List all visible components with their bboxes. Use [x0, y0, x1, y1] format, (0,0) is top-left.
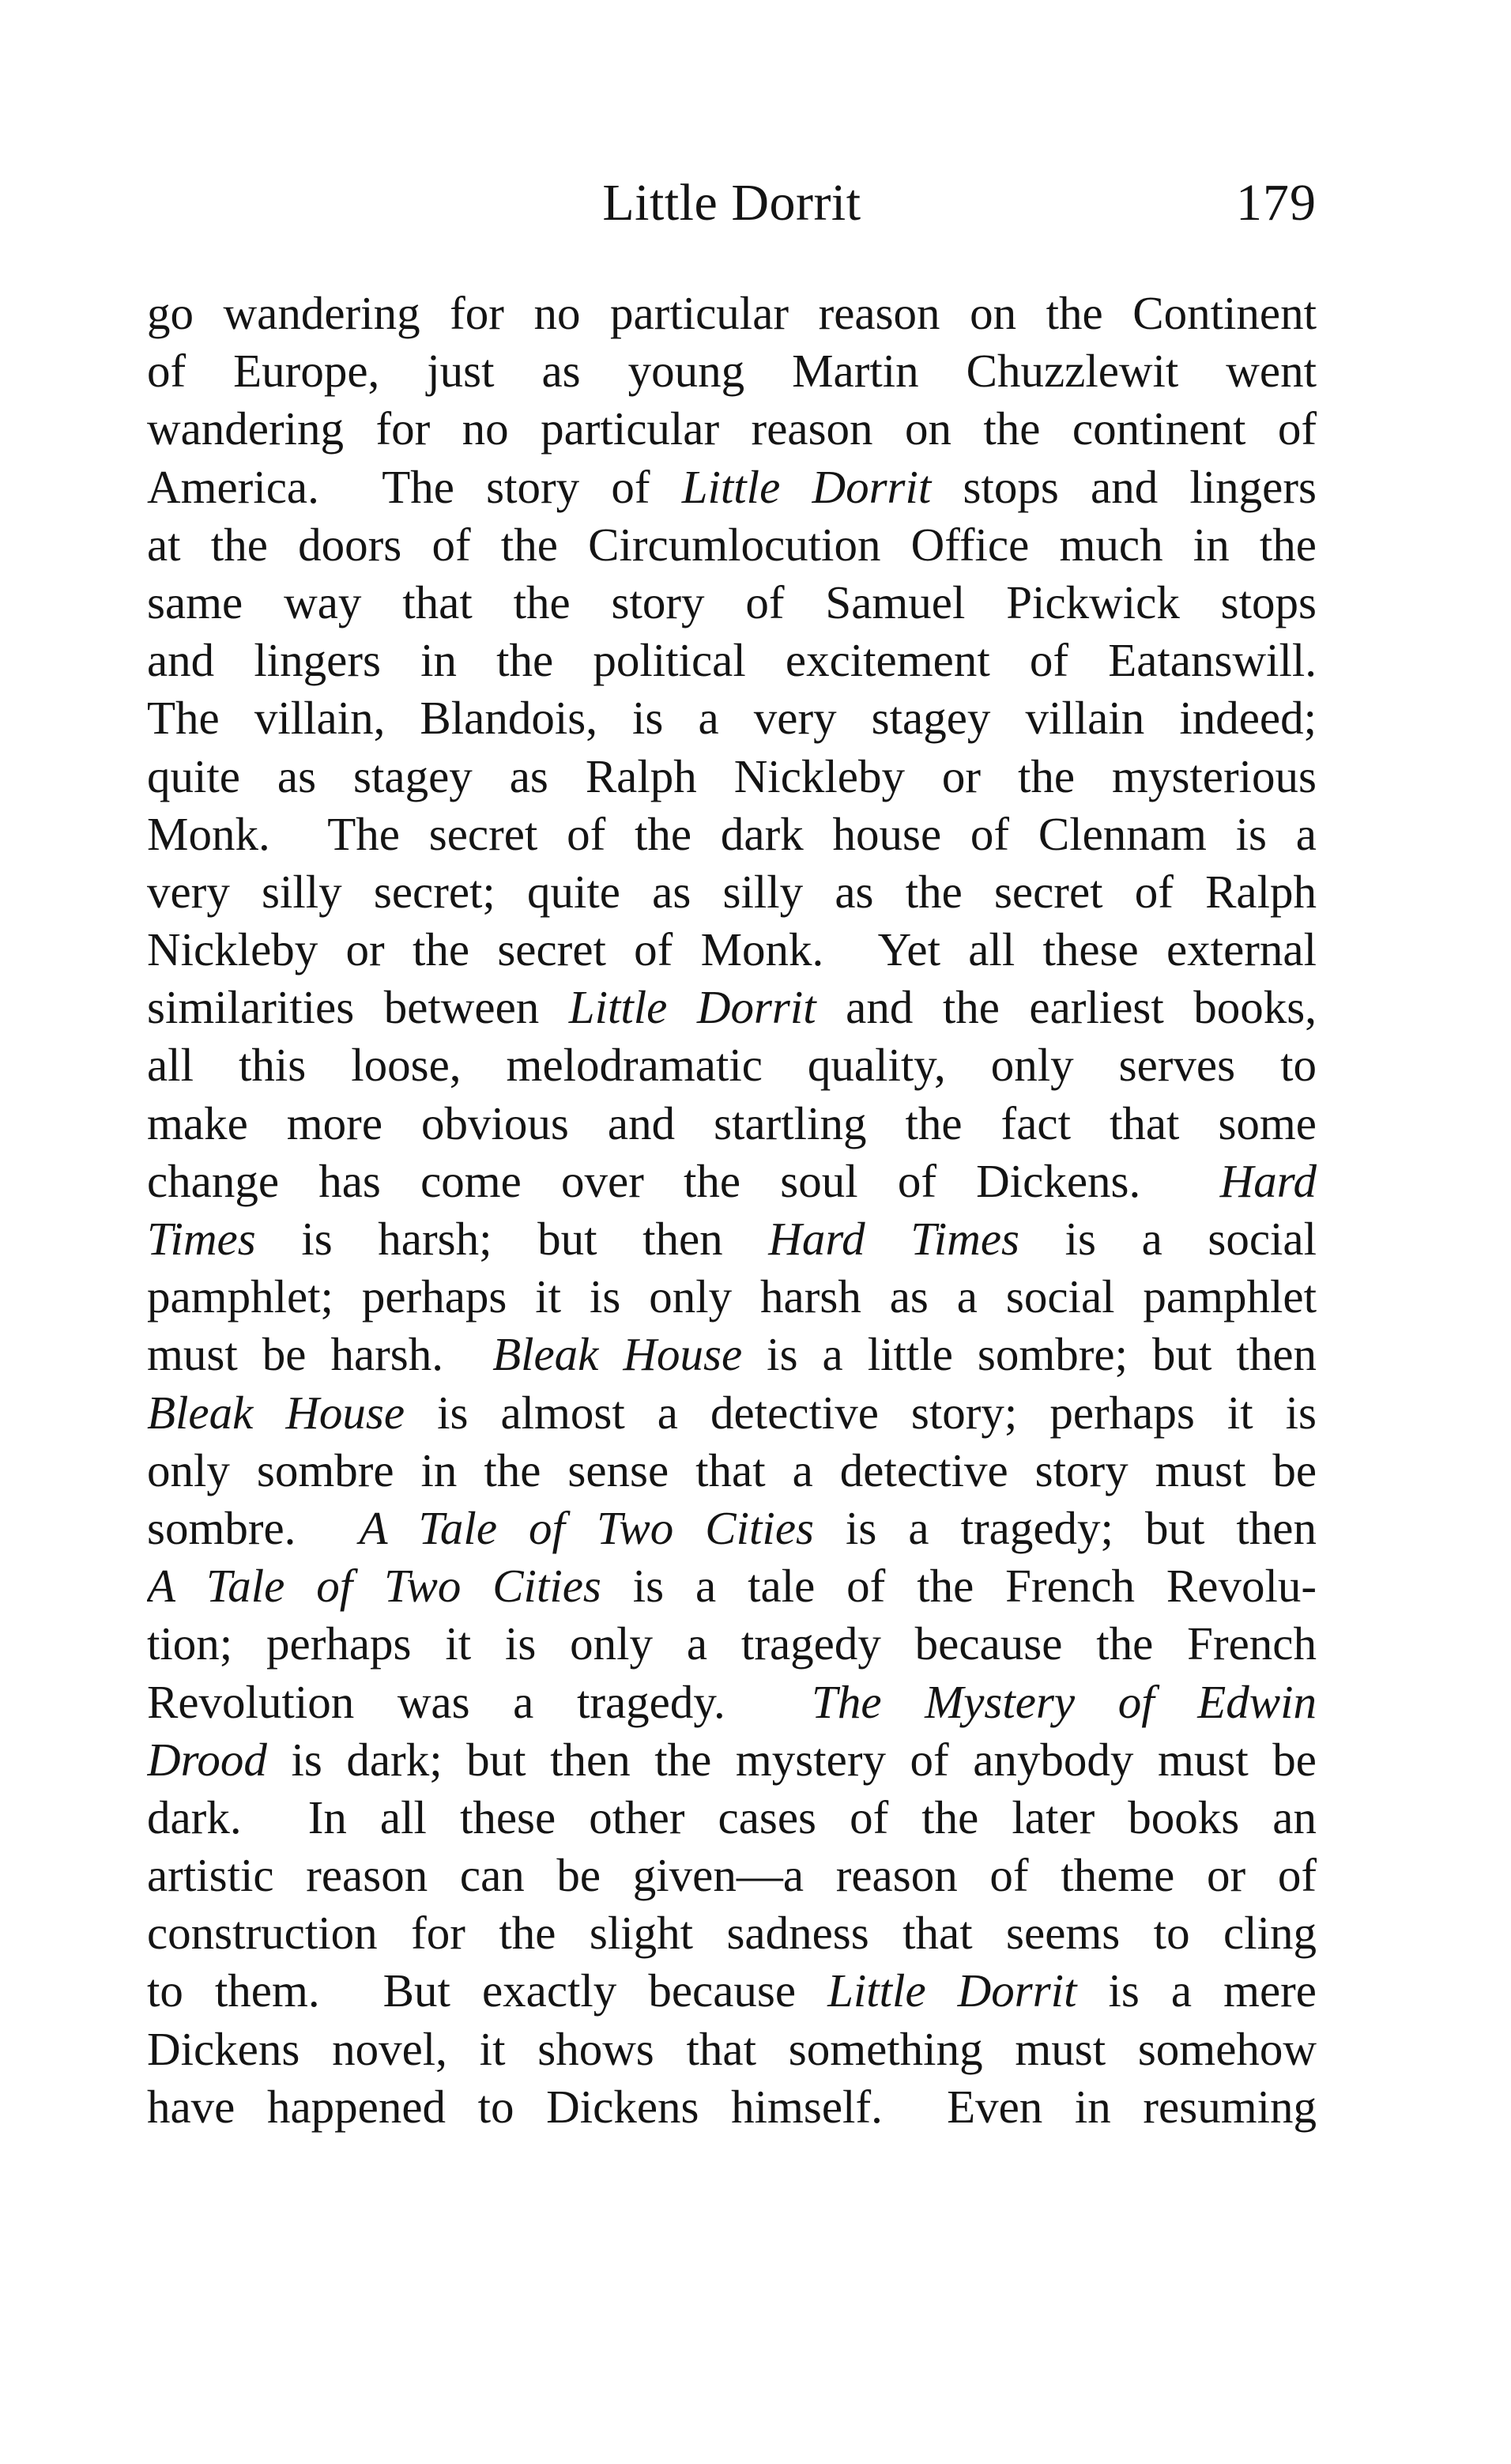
- text-run: change has come over the soul of Dickens.: [147, 1154, 1220, 1207]
- text-run: America. The story of: [147, 460, 682, 513]
- text-line: [147, 1153, 1317, 1210]
- text-run: wandering for no particular reason on the continent of: [147, 402, 1317, 455]
- text-line: [147, 1962, 1317, 2020]
- italic-title-text: Bleak House: [492, 1328, 743, 1381]
- text-line: [147, 2078, 1317, 2136]
- italic-title-text: Times: [147, 1213, 256, 1265]
- text-run: is a tragedy; but then: [813, 1501, 1317, 1554]
- text-run: Monk. The secret of the dark house of Clennam is a: [147, 807, 1317, 860]
- text-run: The villain, Blandois, is a very stagey villain indeed;: [147, 692, 1317, 745]
- italic-title-text: A Tale of Two Cities: [359, 1501, 814, 1554]
- text-line: [147, 1731, 1317, 1789]
- text-run: Dickens novel, it shows that something must somehow: [147, 2022, 1317, 2075]
- text-line: [147, 458, 1317, 516]
- text-run: quite as stagey as Ralph Nickleby or the mysterious: [147, 749, 1317, 802]
- text-run: all this loose, melodramatic quality, only serves to: [147, 1039, 1317, 1092]
- text-line: [147, 1615, 1317, 1673]
- text-line: [147, 342, 1317, 400]
- text-run: is a mere: [1076, 1964, 1317, 2017]
- text-run: is a social: [1019, 1213, 1317, 1265]
- text-run: same way that the story of Samuel Pickwick stops: [147, 575, 1317, 628]
- text-run: similarities between: [147, 981, 569, 1034]
- text-run: construction for the slight sadness that seems to cling: [147, 1907, 1317, 1960]
- text-line: [147, 1904, 1317, 1962]
- text-line: [147, 806, 1317, 863]
- text-run: of Europe, just as young Martin Chuzzlewit went: [147, 345, 1317, 398]
- text-run: make more obvious and startling the fact that some: [147, 1096, 1317, 1149]
- text-line: [147, 1442, 1317, 1500]
- text-line: [147, 400, 1317, 458]
- text-line: [147, 574, 1317, 632]
- text-line: [147, 1268, 1317, 1326]
- italic-title-text: Hard Times: [768, 1213, 1019, 1265]
- text-line: [147, 979, 1317, 1036]
- italic-title-text: Little Dorrit: [568, 981, 816, 1034]
- italic-title-text: Little Dorrit: [827, 1964, 1077, 2017]
- text-line: [147, 921, 1317, 979]
- body-paragraph: [147, 285, 1317, 2136]
- italic-title-text: Little Dorrit: [681, 460, 932, 513]
- text-run: Revolution was a tragedy.: [147, 1675, 812, 1728]
- italic-title-text: A Tale of Two Cities: [147, 1560, 601, 1613]
- text-line: [147, 1789, 1317, 1847]
- text-run: to them. But exactly because: [147, 1964, 828, 2017]
- text-line: [147, 1095, 1317, 1153]
- text-run: stops and lingers: [931, 460, 1317, 513]
- text-run: only sombre in the sense that a detective story must be: [147, 1443, 1317, 1496]
- text-line: [147, 285, 1317, 342]
- text-line: [147, 1384, 1317, 1442]
- text-run: very silly secret; quite as silly as the secret of Ralph: [147, 865, 1317, 918]
- text-run: at the doors of the Circumlocution Office much in the: [147, 518, 1317, 571]
- text-line: [147, 2021, 1317, 2078]
- text-line: [147, 1210, 1317, 1268]
- text-run: tion; perhaps it is only a tragedy because the French: [147, 1617, 1317, 1670]
- text-run: go wandering for no particular reason on the Continent: [147, 287, 1317, 339]
- text-run: is a little sombre; but then: [742, 1328, 1317, 1381]
- text-run: must be harsh.: [147, 1328, 493, 1381]
- italic-title-text: The Mystery of Edwin: [812, 1675, 1317, 1728]
- text-line: [147, 1847, 1317, 1904]
- text-run: is a tale of the French Revolu-: [601, 1560, 1317, 1613]
- text-line: [147, 1036, 1317, 1094]
- text-run: and lingers in the political excitement of Eatanswill.: [147, 634, 1317, 687]
- text-line: [147, 689, 1317, 747]
- running-head: [147, 168, 1317, 239]
- text-line: [147, 1500, 1317, 1557]
- text-run: pamphlet; perhaps it is only harsh as a social pamphlet: [147, 1270, 1317, 1323]
- text-run: is almost a detective story; perhaps it is: [405, 1386, 1317, 1439]
- text-run: is harsh; but then: [255, 1213, 769, 1265]
- text-line: [147, 632, 1317, 689]
- italic-title-text: Hard: [1219, 1154, 1317, 1207]
- text-run: is dark; but then the mystery of anybody must be: [266, 1733, 1317, 1786]
- page-number: 179: [1236, 174, 1317, 232]
- text-line: [147, 748, 1317, 806]
- italic-title-text: Drood: [147, 1733, 267, 1786]
- text-run: and the earliest books,: [816, 981, 1317, 1034]
- italic-title-text: Bleak House: [147, 1386, 405, 1439]
- running-title: Little Dorrit: [602, 174, 861, 232]
- text-line: [147, 516, 1317, 574]
- text-run: have happened to Dickens himself. Even in resuming: [147, 2080, 1317, 2133]
- text-run: dark. In all these other cases of the later books an: [147, 1790, 1317, 1843]
- text-run: Nickleby or the secret of Monk. Yet all these external: [147, 923, 1317, 976]
- text-line: [147, 1326, 1317, 1383]
- text-line: [147, 1557, 1317, 1615]
- text-run: artistic reason can be given—a reason of theme or of: [147, 1849, 1317, 1902]
- text-line: [147, 863, 1317, 921]
- text-line: [147, 1673, 1317, 1731]
- text-run: sombre.: [147, 1501, 360, 1554]
